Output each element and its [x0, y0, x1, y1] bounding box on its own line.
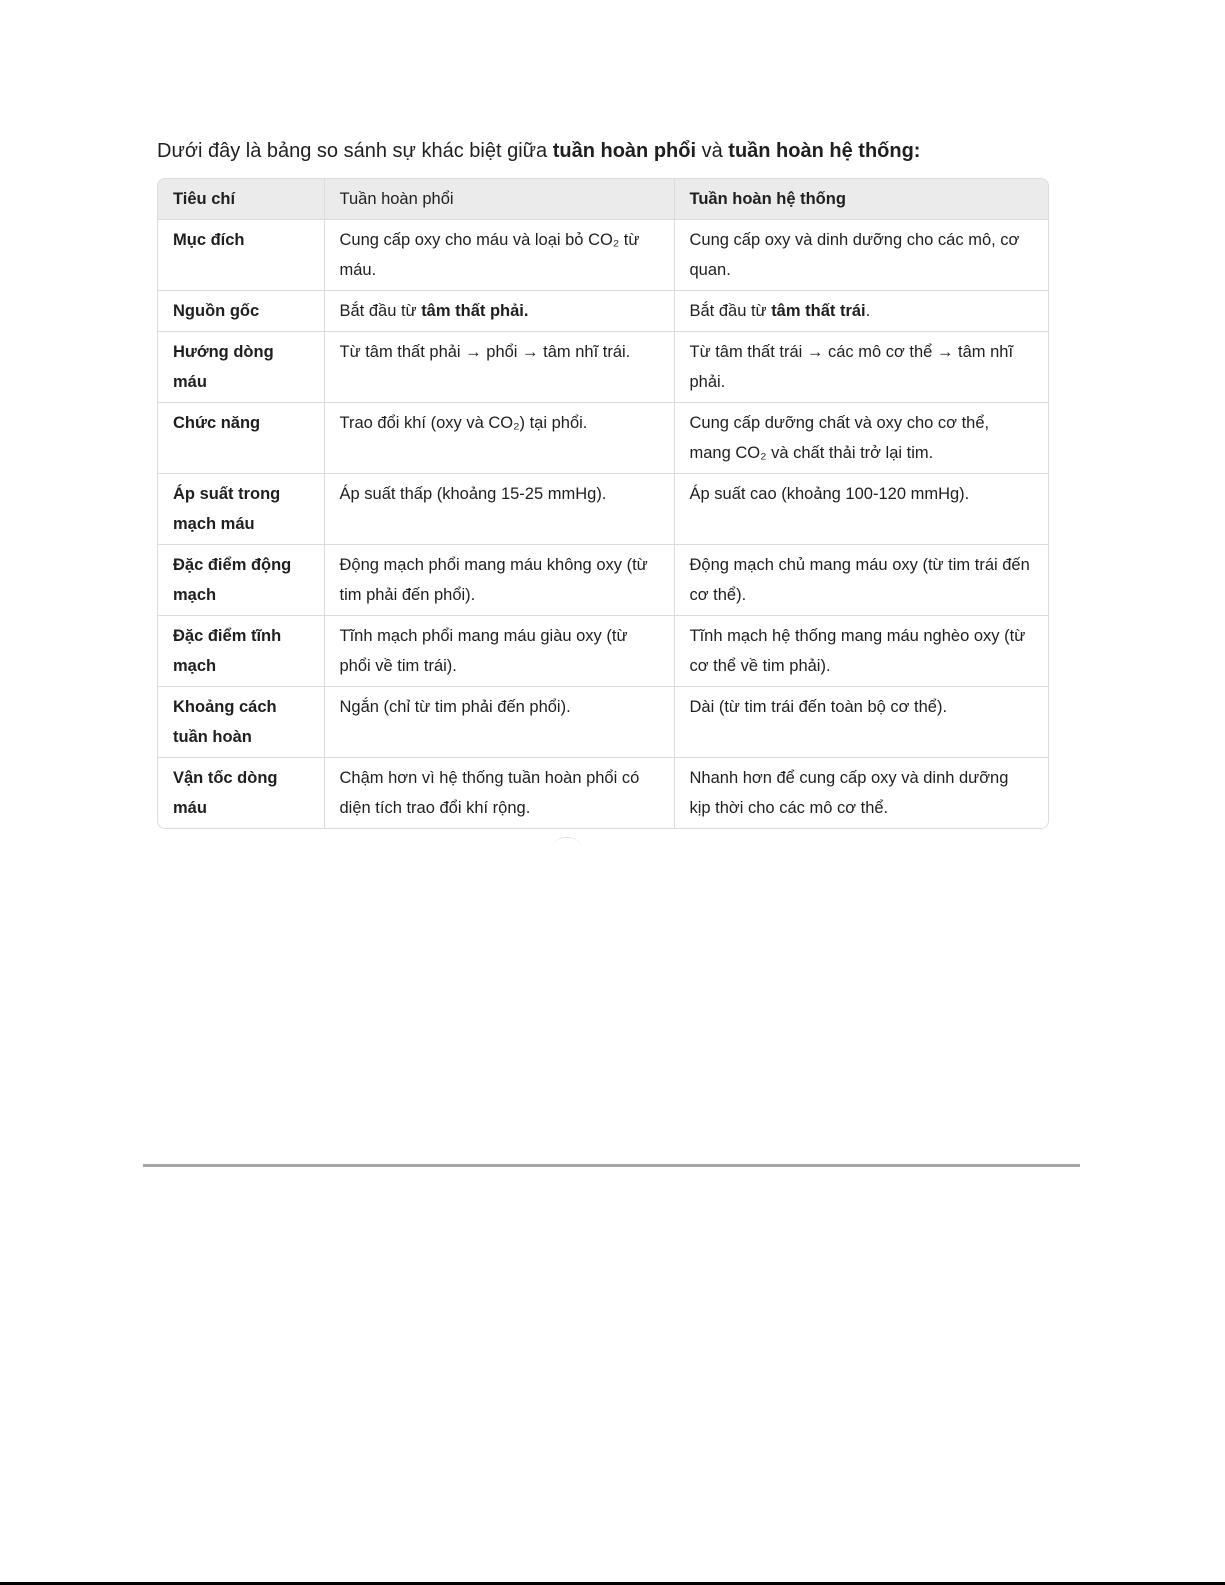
row-systemic: Dài (từ tim trái đến toàn bộ cơ thể).: [674, 687, 1048, 758]
intro-prefix: Dưới đây là bảng so sánh sự khác biệt giữa: [157, 140, 553, 162]
row-systemic: Áp suất cao (khoảng 100-120 mmHg).: [674, 474, 1048, 545]
table-row: [158, 616, 1048, 687]
row-systemic-end: .: [865, 302, 871, 320]
row-pulmonary-bold: tâm thất phải.: [421, 302, 529, 320]
intro-term-pulmonary: tuần hoàn phổi: [552, 140, 697, 162]
horizontal-divider: [143, 1164, 1080, 1167]
row-pulmonary: Ngắn (chỉ từ tim phải đến phổi).: [324, 687, 674, 758]
table-row: [158, 332, 1048, 403]
header-criterion: Tiêu chí: [158, 179, 324, 220]
row-criterion: Hướng dòng máu: [158, 332, 324, 403]
row-systemic: Cung cấp dưỡng chất và oxy cho cơ thể, mang CO₂ và chất thải trở lại tim.: [674, 403, 1048, 474]
header-systemic: Tuần hoàn hệ thống: [674, 179, 1048, 220]
table-row: [158, 474, 1048, 545]
row-pulmonary: Cung cấp oxy cho máu và loại bỏ CO₂ từ máu.: [324, 220, 674, 291]
row-criterion: Nguồn gốc: [158, 291, 324, 332]
row-systemic: Từ tâm thất trái → các mô cơ thể → tâm nhĩ phải.: [674, 332, 1048, 403]
row-systemic-text: Bắt đầu từ: [689, 302, 772, 320]
row-systemic: Nhanh hơn để cung cấp oxy và dinh dưỡng kịp thời cho các mô cơ thể.: [689, 769, 1009, 817]
row-criterion: Đặc điểm động mạch: [158, 545, 324, 616]
row-systemic: Động mạch chủ mang máu oxy (từ tim trái đến cơ thể).: [674, 545, 1048, 616]
row-systemic-bold: tâm thất trái: [771, 302, 866, 320]
row-pulmonary: Động mạch phổi mang máu không oxy (từ tim phải đến phổi).: [324, 545, 674, 616]
row-criterion: Vận tốc dòng máu: [158, 758, 324, 829]
row-pulmonary-text: Bắt đầu từ: [339, 302, 422, 320]
row-systemic: [674, 291, 1048, 332]
row-pulmonary: Trao đổi khí (oxy và CO₂) tại phổi.: [324, 403, 674, 474]
row-criterion: Mục đích: [158, 220, 324, 291]
row-pulmonary: [324, 291, 674, 332]
row-systemic: Cung cấp oxy và dinh dưỡng cho các mô, cơ quan.: [674, 220, 1048, 291]
table-row: [158, 403, 1048, 474]
row-criterion: Đặc điểm tĩnh mạch: [158, 616, 324, 687]
intro-mid: và: [696, 140, 729, 162]
table-row: [158, 687, 1048, 758]
row-pulmonary: Từ tâm thất phải → phổi → tâm nhĩ trái.: [324, 332, 674, 403]
table-row: [158, 758, 1048, 829]
row-criterion: Áp suất trong mạch máu: [158, 474, 324, 545]
row-pulmonary: Tĩnh mạch phổi mang máu giàu oxy (từ phổi về tim trái).: [324, 616, 674, 687]
row-systemic: Tĩnh mạch hệ thống mang máu nghèo oxy (từ cơ thể về tim phải).: [674, 616, 1048, 687]
table-row: [158, 545, 1048, 616]
row-pulmonary: Áp suất thấp (khoảng 15-25 mmHg).: [324, 474, 674, 545]
intro-text: [157, 136, 1057, 166]
scroll-indicator: [552, 837, 582, 850]
comparison-table: [157, 178, 1049, 829]
header-pulmonary: Tuần hoàn phổi: [324, 179, 674, 220]
table-row: [158, 220, 1048, 291]
intro-term-systemic: tuần hoàn hệ thống:: [728, 140, 921, 162]
row-criterion: Chức năng: [158, 403, 324, 474]
row-criterion: Khoảng cách tuần hoàn: [158, 687, 324, 758]
table-row: [158, 291, 1048, 332]
table-header-row: [158, 179, 1048, 220]
row-pulmonary: Chậm hơn vì hệ thống tuần hoàn phổi có diện tích trao đổi khí rộng.: [324, 758, 674, 829]
